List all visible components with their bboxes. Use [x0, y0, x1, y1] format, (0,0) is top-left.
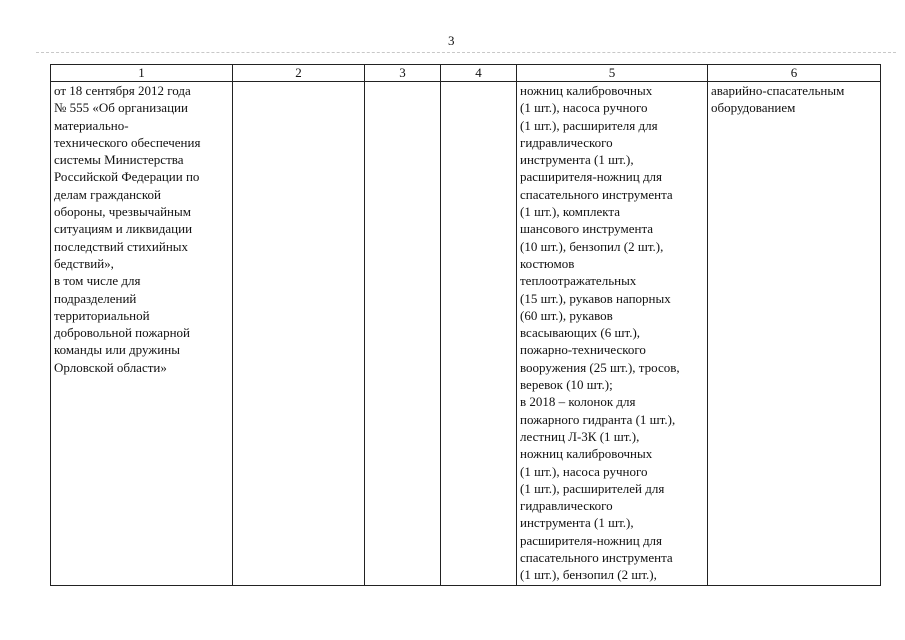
column-header-2: 2	[233, 65, 365, 82]
scan-artifact-line	[36, 52, 896, 53]
column-header-5: 5	[517, 65, 708, 82]
cell-column-2	[233, 82, 365, 586]
cell-text-column-5: ножниц калибровочных (1 шт.), насоса ручного (1 шт.), расширителя для гидравлического инструмента (1 шт.), расширителя-ножниц для спасательного инструмента (1 шт.), комплекта шансового инструмента (10 шт.), бензопил (2 шт.), костюмов теплоотражательных (15 шт.), рукавов напорных (60 шт.), рукавов всасывающих (6 шт.), пожарно-технического вооружения (25 шт.), тросов, веревок (10 шт.); в 2018 – колонок для пожарного гидранта (1 шт.), лестниц Л-3К (1 шт.), ножниц калибровочных (1 шт.), насоса ручного (1 шт.), расширителей для гидравлического инструмента (1 шт.), расширителя-ножниц для спасательного инструмента (1 шт.), бензопил (2 шт.),	[520, 83, 680, 583]
table-row	[51, 82, 881, 586]
column-header-1: 1	[51, 65, 233, 82]
cell-column-3	[365, 82, 441, 586]
cell-text-column-1: от 18 сентября 2012 года № 555 «Об организации материально- технического обеспечения системы Министерства Российской Федерации по делам гражданской обороны, чрезвычайным ситуациям и ликвидации последствий стихийных бедствий», в том числе для подразделений территориальной добровольной пожарной команды или дружины Орловской области»	[54, 83, 201, 375]
cell-column-4	[441, 82, 517, 586]
cell-column-5	[517, 82, 708, 586]
document-table	[50, 64, 881, 586]
cell-text-column-6: аварийно-спасательным оборудованием	[711, 83, 845, 116]
cell-column-1	[51, 82, 233, 586]
table-header-row	[51, 65, 881, 82]
column-header-4: 4	[441, 65, 517, 82]
column-header-6: 6	[708, 65, 881, 82]
page-number: 3	[448, 33, 455, 48]
column-header-3: 3	[365, 65, 441, 82]
cell-column-6	[708, 82, 881, 586]
